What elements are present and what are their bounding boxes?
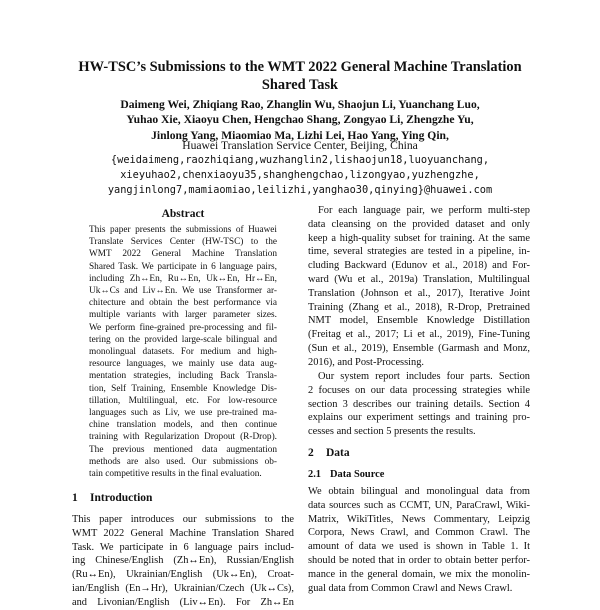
intro-line: Task. We participate in 6 language pairs includ- <box>72 541 294 553</box>
abstract-line: The previous mentioned data augmentation <box>89 444 277 455</box>
abstract-line: languages such as Liv, we use pre-trained ma- <box>89 408 277 419</box>
abstract-line: methods are also used. Our submissions ob- <box>89 456 277 467</box>
paragraph-line: section 3 describes our training details. Section 4 <box>308 398 530 410</box>
email-line: {weidaimeng,raozhiqiang,wuzhanglin2,lishaojun18,luoyuanchang, <box>110 154 490 166</box>
paragraph-line: Corpora, News Crawl, and Common Crawl. The <box>308 527 530 539</box>
abstract-line: This paper presents the submissions of Huawei <box>89 225 277 235</box>
section-number: 1 <box>72 492 78 504</box>
author-list <box>40 97 560 143</box>
paragraph-line: NMT model, Ensemble Knowledge Distillation <box>308 315 530 327</box>
abstract-line: tain competitive results in the final evaluation. <box>89 469 262 480</box>
abstract-line: training with Regularization Dropout (R-Drop). <box>89 432 277 443</box>
abstract-line: We perform fine-grained pre-processing and fil- <box>89 322 277 333</box>
introduction-body <box>72 513 294 610</box>
abstract-line: Uk↔Cs and Liv↔En. We use Transformer ar- <box>89 286 277 297</box>
section-heading-introduction <box>72 491 152 505</box>
paragraph-line: ward (Wu et al., 2019a) Translation, Multilingual <box>308 273 530 285</box>
section-title: Introduction <box>90 492 153 504</box>
title-line: HW-TSC’s Submissions to the WMT 2022 General Machine Translation <box>78 59 522 75</box>
intro-line: and Livonian/English (Liv↔En). For Zh↔En <box>72 596 294 608</box>
right-paragraph-2 <box>308 370 530 439</box>
paragraph-line: should be noted that in order to obtain better perfor- <box>308 554 530 566</box>
paragraph-line: time, several strategies are tested in a pipeline, in- <box>308 246 530 258</box>
abstract-line: chitecture and obtain the best performance via <box>89 298 277 309</box>
abstract-line: mentation strategies, including Back Transla- <box>89 371 277 382</box>
paragraph-line: keep a high-quality subset for training. At the same <box>308 232 530 244</box>
email-list <box>40 153 560 198</box>
section-number: 2 <box>308 447 314 459</box>
paper-title <box>60 58 540 94</box>
intro-line: WMT 2022 General Machine Translation Shared <box>72 527 294 539</box>
affiliation: Huawei Translation Service Center, Beijing, China <box>182 139 418 152</box>
email-line: xieyuhao2,chenxiaoyu35,shanghengchao,lizongyao,yuzhengzhe, <box>120 169 480 181</box>
abstract-line: tillation, Multilingual, etc. For low-resource <box>89 395 277 406</box>
paragraph-line: explains our experiment settings and training pro- <box>308 412 530 424</box>
intro-line: This paper introduces our submissions to the <box>72 514 294 525</box>
abstract-line: WMT 2022 General Machine Translation <box>89 249 277 260</box>
abstract-line: tion, Self Training, Ensemble Knowledge Dis- <box>89 383 277 394</box>
abstract-heading: Abstract <box>161 208 205 220</box>
author-line: Jinlong Yang, Miaomiao Ma, Lizhi Lei, Hao Yang, Ying Qin, <box>151 128 449 142</box>
email-line: yangjinlong7,mamiaomiao,leilizhi,yanghao30,qinying}@huawei.com <box>107 184 493 196</box>
paragraph-line: (Sun et al., 2019), Ensemble (Garmash and Monz, <box>308 342 530 354</box>
paragraph-line: (Freitag et al., 2017; Li et al., 2019), Fine-Tuning <box>308 329 530 341</box>
abstract-line: chine translation models, and then continue <box>89 420 277 431</box>
paragraph-line: cluding Backward (Edunov et al., 2018) and For- <box>308 260 530 272</box>
author-line: Daimeng Wei, Zhiqiang Rao, Zhanglin Wu, Shaojun Li, Yuanchang Luo, <box>120 98 480 111</box>
paragraph-line: Training (Zhang et al., 2018), R-Drop, Pretrained <box>308 301 530 313</box>
abstract-line: Translate Services Center (HW-TSC) to the <box>89 237 277 248</box>
abstract-line: resource languages, we mainly use data aug- <box>89 359 277 370</box>
abstract-line: monolingual datasets. For medium and high- <box>89 347 277 358</box>
paragraph-line: amount of data we used is shown in Table 1. It <box>308 541 530 553</box>
paragraph-line: Matrix, WikiTitles, News Commentary, Leipzig <box>308 513 530 525</box>
abstract-line: including Zh↔En, Ru↔En, Uk↔En, Hr↔En, <box>89 273 277 284</box>
section-title: Data <box>326 447 350 459</box>
paragraph-line: data sources such as CCMT, UN, ParaCrawl, Wiki- <box>308 499 530 511</box>
section-heading-data <box>308 446 350 460</box>
intro-line: ing Chinese/English (Zh↔En), Russian/English <box>72 555 294 567</box>
paragraph-line: 2 focuses on our data processing strategies while <box>308 384 530 396</box>
abstract-body <box>89 224 277 480</box>
abstract-line: multiple variants with larger parameter sizes. <box>89 310 277 321</box>
paragraph-line: data cleansing on the provided dataset and only <box>308 218 530 230</box>
intro-line: ian/English (En→Hr), Ukrainian/Czech (Uk↔Cs), <box>72 582 294 594</box>
paragraph-line: gual data from Common Crawl and News Crawl. <box>308 582 513 594</box>
abstract-line: tering on the provided large-scale bilingual and <box>89 334 277 345</box>
author-line: Yuhao Xie, Xiaoyu Chen, Hengchao Shang, Zongyao Li, Zhengzhe Yu, <box>126 113 474 127</box>
subsection-heading-data-source <box>308 468 384 481</box>
subsection-title: Data Source <box>330 469 385 480</box>
subsection-number: 2.1 <box>308 469 321 480</box>
paragraph-line: We obtain bilingual and monolingual data from <box>308 486 530 497</box>
abstract-line: Shared Task. We participate in 6 language pairs, <box>89 261 277 272</box>
intro-line: (Ru↔En), Ukrainian/English (Uk↔En), Croat- <box>72 569 294 581</box>
paragraph-line: Translation (Johnson et al., 2017), Iterative Joint <box>308 287 530 299</box>
paragraph-line: Our system report includes four parts. Section <box>318 371 530 382</box>
paragraph-line: mance in the general domain, we mix the monolin- <box>308 568 530 580</box>
title-line: Shared Task <box>261 77 339 93</box>
right-paragraph-1 <box>308 204 530 370</box>
paragraph-line: 2016), and Post-Processing. <box>308 356 425 368</box>
paragraph-line: cesses and section 5 presents the results. <box>308 426 476 438</box>
data-source-body <box>308 485 530 595</box>
paragraph-line: For each language pair, we perform multi-step <box>318 205 530 216</box>
